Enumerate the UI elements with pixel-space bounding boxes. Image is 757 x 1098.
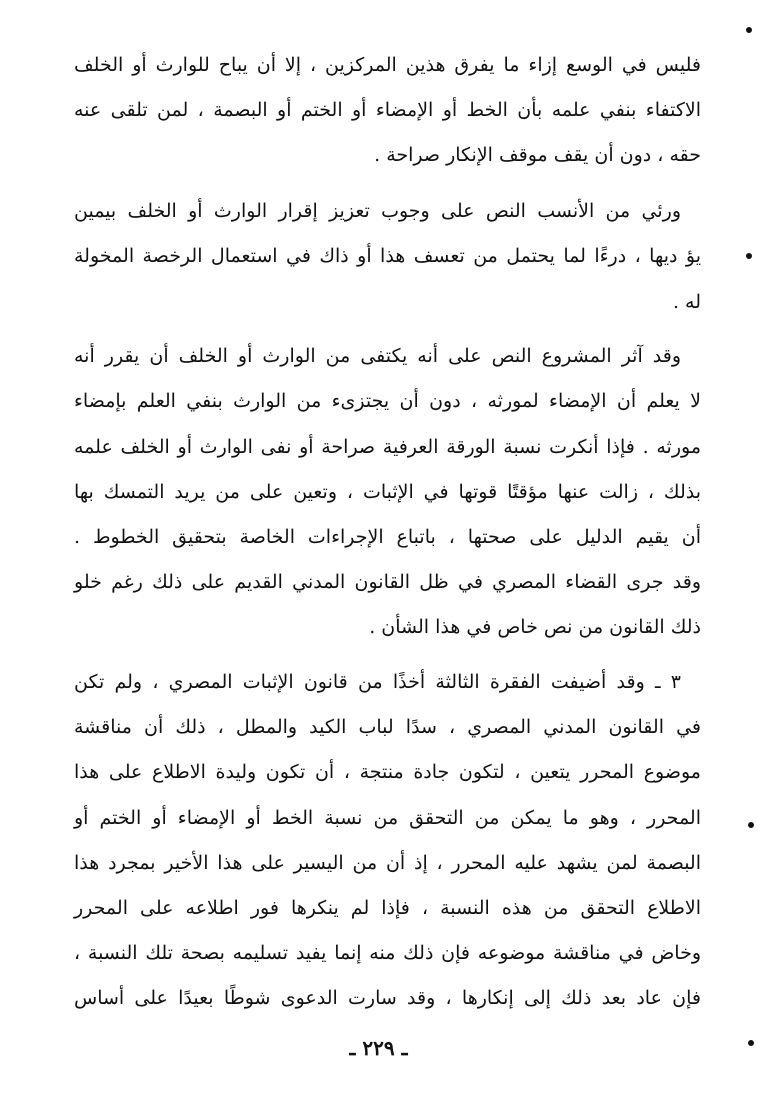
text-line: وقد جرى القضاء المصري في ظل القانون المدني القديم على ذلك رغم خلو [74,571,701,593]
text-line: وقد آثر المشروع النص على أنه يكتفى من الوارث أو الخلف أن يقرر أنه [74,345,681,367]
text-line: البصمة لمن يشهد عليه المحرر ، إذ أن من اليسير على هذا الأخير بمجرد هذا [74,852,701,874]
text-line: يؤ ديها ، درءًا لما يحتمل من تعسف هذا أو ذاك في استعمال الرخصة المخولة [74,245,701,267]
text-line: ورئي من الأنسب النص على وجوب تعزيز إقرار الوارث أو الخلف بيمين [74,200,681,222]
text-line: موضوع المحرر يتعين ، لتكون جادة منتجة ، أن تكون وليدة الاطلاع على هذا [74,761,701,783]
text-line: الاكتفاء بنفي علمه بأن الخط أو الإمضاء أو الختم أو البصمة ، لمن تلقى عنه [74,99,701,121]
text-line: في القانون المدني المصري ، سدًا لباب الكيد والمطل ، ذلك أن مناقشة [74,716,701,738]
scan-dot [746,27,752,33]
scan-dot [748,1040,754,1046]
text-line: أن يقيم الدليل على صحتها ، باتباع الإجراءات الخاصة بتحقيق الخطوط . [74,526,701,548]
text-line: وخاض في مناقشة موضوعه فإن ذلك منه إنما يفيد تسليمه بصحة تلك النسبة ، [74,942,701,964]
text-line: بذلك ، زالت عنها مؤقتًا قوتها في الإثبات ، وتعين على من يريد التمسك بها [74,481,701,503]
text-line: فليس في الوسع إزاء ما يفرق هذين المركزين ، إلا أن يباح للوارث أو الخلف [74,54,701,76]
text-line: حقه ، دون أن يقف موقف الإنكار صراحة . [374,144,701,166]
text-line: فإن عاد بعد ذلك إلى إنكارها ، وقد سارت الدعوى شوطًا بعيدًا على أساس [74,987,701,1009]
text-line: المحرر ، وهو ما يمكن من التحقق من نسبة الخط أو الإمضاء أو الختم أو [74,807,701,829]
scan-dot [748,822,754,828]
text-line: لا يعلم أن الإمضاء لمورثه ، دون أن يجتزىء من الوارث بنفي العلم بإمضاء [74,390,702,412]
text-line: مورثه . فإذا أنكرت نسبة الورقة العرفية صراحة أو نفى الوارث أو الخلف علمه [74,436,701,458]
scan-dot [746,253,752,259]
page-number: ـ ٢٢٩ ـ [349,1036,408,1060]
text-line: الاطلاع التحقق من هذه النسبة ، فإذا لم ينكرها فور اطلاعه على المحرر [74,897,701,919]
text-line: له . [672,291,701,313]
text-line: ٣ ـ وقد أضيفت الفقرة الثالثة أخذًا من قانون الإثبات المصري ، ولم تكن [74,671,681,693]
text-line: ذلك القانون من نص خاص في هذا الشأن . [369,616,701,638]
